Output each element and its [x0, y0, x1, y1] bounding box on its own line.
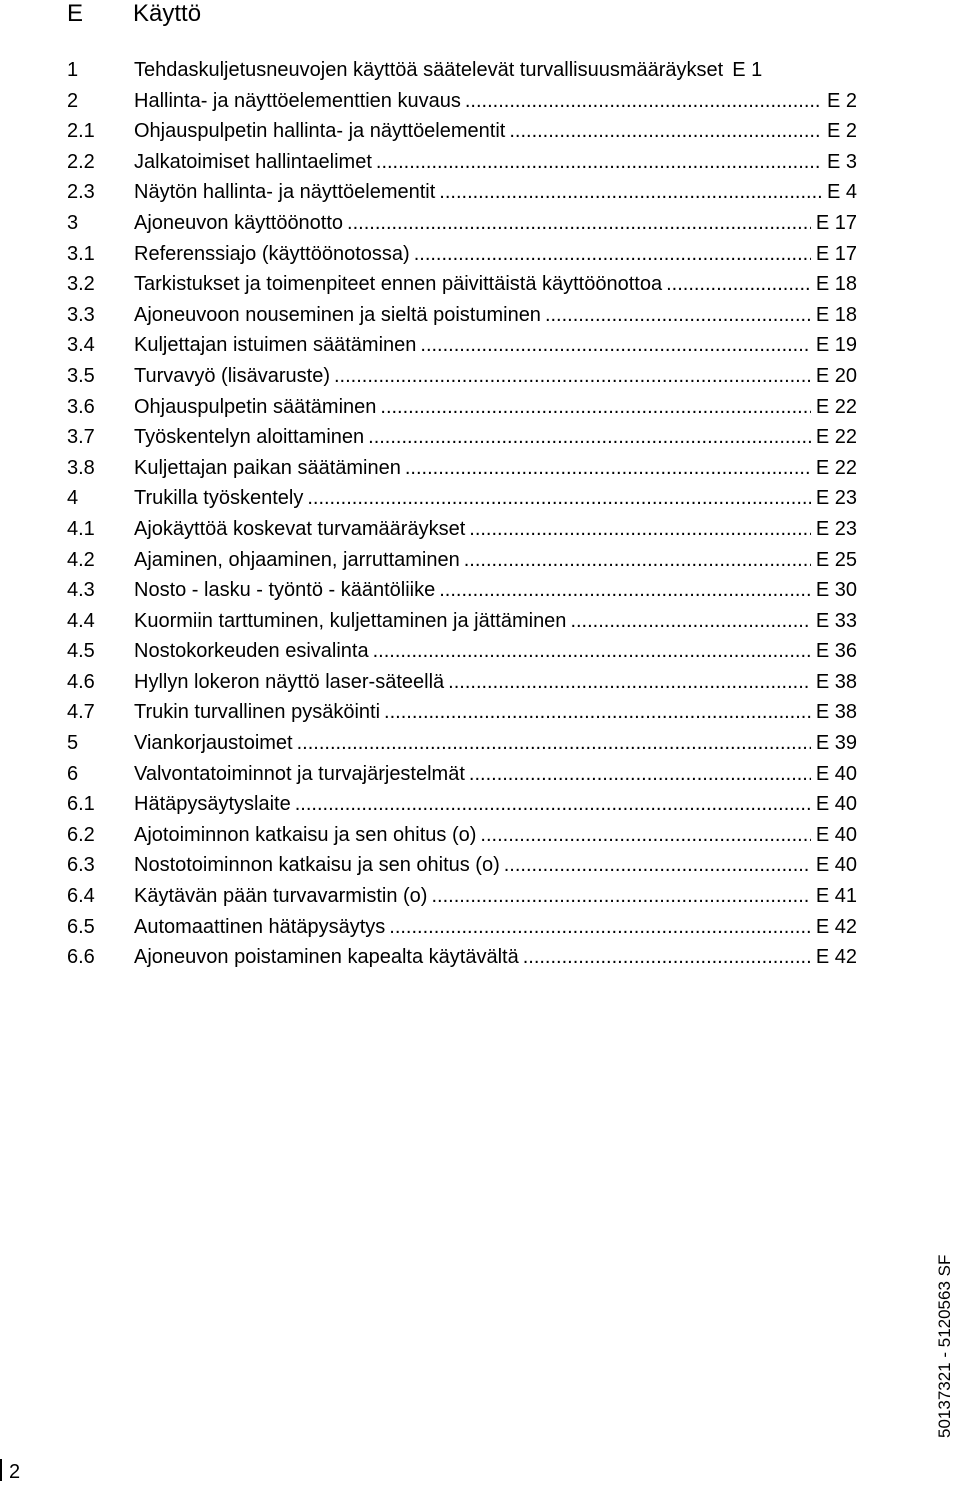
- toc-entry-body: [134, 361, 857, 392]
- toc-entry-body: [134, 759, 857, 790]
- toc-entry[interactable]: [67, 55, 857, 86]
- toc-dot-leader: [523, 942, 811, 973]
- toc-entry-body: [134, 300, 857, 331]
- toc-entry-title: Nostotoiminnon katkaisu ja sen ohitus (o): [134, 854, 500, 877]
- toc-entry-page: E 20: [815, 364, 857, 387]
- toc-entry-number: 6.3: [67, 854, 95, 877]
- toc-entry-body: [134, 269, 857, 300]
- toc-entry-number: 3.6: [67, 395, 95, 418]
- toc-entry-number: 1: [67, 59, 79, 81]
- toc-entry[interactable]: [67, 300, 857, 331]
- toc-entry-title: Hyllyn lokeron näyttö laser-säteellä: [134, 670, 445, 693]
- toc-entry-page: E 30: [815, 579, 857, 602]
- toc-entry-page: E 25: [815, 548, 857, 571]
- toc-dot-leader: [439, 177, 822, 208]
- toc-entry-title: Kuormiin tarttuminen, kuljettaminen ja jättäminen: [134, 609, 567, 632]
- toc-entry-page: E 42: [815, 946, 857, 969]
- toc-entry[interactable]: [67, 453, 857, 484]
- toc-entry-body: [134, 850, 857, 881]
- toc-entry-number: 2: [67, 89, 79, 112]
- toc-entry-page: E 17: [815, 242, 857, 265]
- toc-entry-page: E 41: [815, 885, 857, 908]
- toc-dot-leader: [504, 850, 811, 881]
- toc-entry-title: Turvavyö (lisävaruste): [134, 364, 330, 387]
- toc-entry-number: 3.1: [67, 242, 95, 265]
- toc-entry-body: [134, 392, 857, 423]
- toc-entry-number: 3: [67, 211, 79, 234]
- toc-entry-title: Kuljettajan paikan säätäminen: [134, 456, 401, 479]
- toc-entry-number: 6.4: [67, 885, 95, 908]
- toc-entry[interactable]: [67, 850, 857, 881]
- toc-entry-page: E 3: [826, 150, 857, 173]
- toc-dot-leader: [347, 208, 811, 239]
- toc-dot-leader: [307, 483, 811, 514]
- toc-entry-body: [134, 606, 857, 637]
- toc-entry-page: E 39: [815, 732, 857, 755]
- toc-entry-number: 4.6: [67, 670, 95, 693]
- toc-entry[interactable]: [67, 361, 857, 392]
- page-edge-rule: [0, 1459, 2, 1481]
- toc-dot-leader: [368, 422, 811, 453]
- toc-entry-body: [134, 422, 857, 453]
- toc-entry-number: 4.1: [67, 517, 95, 540]
- toc-entry[interactable]: [67, 239, 857, 270]
- toc-entry-number: 2.2: [67, 150, 95, 173]
- toc-entry[interactable]: [67, 912, 857, 943]
- toc-entry-page: E 38: [815, 670, 857, 693]
- toc-dot-leader: [545, 300, 811, 331]
- toc-entry-number: 6.2: [67, 823, 95, 846]
- toc-entry-number: 3.4: [67, 334, 95, 357]
- toc-entry-title: Tehdaskuljetusneuvojen käyttöä säätelevät turvallisuusmääräykset: [134, 59, 724, 81]
- toc-entry-page: E 38: [815, 701, 857, 724]
- toc-entry[interactable]: [67, 697, 857, 728]
- toc-entry[interactable]: [67, 942, 857, 973]
- toc-dot-leader: [384, 697, 811, 728]
- toc-dot-leader: [570, 606, 810, 637]
- toc-entry[interactable]: [67, 86, 857, 117]
- toc-entry-number: 6.5: [67, 915, 95, 938]
- toc-entry-number: 6.1: [67, 793, 95, 816]
- toc-dot-leader: [389, 912, 811, 943]
- toc-entry-number: 2.1: [67, 120, 95, 143]
- toc-entry-body: [134, 881, 857, 912]
- toc-entry-number: 4.7: [67, 701, 95, 724]
- toc-entry-body: [134, 330, 857, 361]
- toc-entry-title: Hallinta- ja näyttöelementtien kuvaus: [134, 89, 461, 112]
- toc-entry[interactable]: [67, 636, 857, 667]
- toc-dot-leader: [465, 86, 822, 117]
- toc-dot-leader: [439, 575, 811, 606]
- toc-entry-title: Jalkatoimiset hallintaelimet: [134, 150, 372, 173]
- toc-entry[interactable]: [67, 147, 857, 178]
- toc-entry-title: Nosto - lasku - työntö - kääntöliike: [134, 579, 436, 602]
- toc-entry[interactable]: [67, 545, 857, 576]
- toc-entry-title: Automaattinen hätäpysäytys: [134, 915, 386, 938]
- toc-entry-title: Referenssiajo (käyttöönotossa): [134, 242, 410, 265]
- toc-entry-body: [134, 55, 857, 86]
- toc-entry-title: Ajoneuvoon nouseminen ja sieltä poistuminen: [134, 303, 541, 326]
- toc-entry-title: Ajoneuvon poistaminen kapealta käytävältä: [134, 946, 519, 969]
- toc-entry-number: 3.8: [67, 456, 95, 479]
- toc-entry[interactable]: [67, 177, 857, 208]
- toc-entry-page: E 19: [815, 334, 857, 357]
- toc-entry[interactable]: [67, 575, 857, 606]
- toc-entry-title: Nostokorkeuden esivalinta: [134, 640, 369, 663]
- toc-entry-page: E 23: [815, 487, 857, 510]
- toc-dot-leader: [480, 820, 810, 851]
- toc-entry-title: Ajokäyttöä koskevat turvamääräykset: [134, 517, 466, 540]
- toc-entry-page: E 36: [815, 640, 857, 663]
- document-code: 50137321 - 5120563 SF: [935, 1254, 954, 1438]
- toc-entry-page: E 2: [826, 89, 857, 112]
- toc-entry-number: 4: [67, 487, 79, 510]
- toc-entry-number: 3.5: [67, 364, 95, 387]
- toc-entry-number: 4.3: [67, 579, 95, 602]
- toc-entry-title: Trukilla työskentely: [134, 487, 304, 510]
- toc-entry-title: Ajaminen, ohjaaminen, jarruttaminen: [134, 548, 460, 571]
- toc-entry-page: E 22: [815, 395, 857, 418]
- toc-dot-leader: [464, 545, 811, 576]
- toc-entry-number: 4.5: [67, 640, 95, 663]
- toc-entry[interactable]: [67, 881, 857, 912]
- toc-entry[interactable]: [67, 514, 857, 545]
- toc-entry-title: Viankorjaustoimet: [134, 732, 293, 755]
- toc-entry-body: [134, 728, 857, 759]
- toc-entry-number: 3.7: [67, 426, 95, 449]
- toc-dot-leader: [666, 269, 811, 300]
- toc-entry-body: [134, 453, 857, 484]
- toc-entry-body: [134, 636, 857, 667]
- toc-entry-title: Ajotoiminnon katkaisu ja sen ohitus (o): [134, 823, 477, 846]
- toc-entry-page: E 18: [815, 303, 857, 326]
- toc-dot-leader: [297, 728, 811, 759]
- toc-entry-number: 3.2: [67, 273, 95, 296]
- toc-entry[interactable]: [67, 116, 857, 147]
- toc-entry[interactable]: [67, 789, 857, 820]
- section-letter: E: [67, 0, 84, 27]
- toc-entry[interactable]: [67, 728, 857, 759]
- toc-entry-page: E 40: [815, 823, 857, 846]
- toc-entry-page: E 33: [815, 609, 857, 632]
- toc-entry-page: E 40: [815, 762, 857, 785]
- toc-entry[interactable]: [67, 330, 857, 361]
- toc-entry-page: E 1: [732, 59, 763, 81]
- toc-dot-leader: [414, 239, 811, 270]
- toc-entry-body: [134, 912, 857, 943]
- toc-entry-body: [134, 667, 857, 698]
- toc-dot-leader: [448, 667, 811, 698]
- toc-entry[interactable]: [67, 483, 857, 514]
- toc-entry-body: [134, 147, 857, 178]
- toc-entry-body: [134, 820, 857, 851]
- toc-entry-page: E 40: [815, 854, 857, 877]
- toc-entry-number: 6.6: [67, 946, 95, 969]
- toc-dot-leader: [420, 330, 810, 361]
- toc-entry-body: [134, 239, 857, 270]
- toc-entry-body: [134, 942, 857, 973]
- toc-entry-title: Valvontatoiminnot ja turvajärjestelmät: [134, 762, 465, 785]
- toc-entry-page: E 22: [815, 456, 857, 479]
- toc-entry-page: E 18: [815, 273, 857, 296]
- toc-entry[interactable]: [67, 759, 857, 790]
- toc-entry-body: [134, 514, 857, 545]
- toc-entry[interactable]: [67, 606, 857, 637]
- toc-entry-body: [134, 575, 857, 606]
- toc-entry-body: [134, 545, 857, 576]
- toc-entry-body: [134, 789, 857, 820]
- toc-entry-title: Käytävän pään turvavarmistin (o): [134, 885, 428, 908]
- toc-entry-body: [134, 86, 857, 117]
- toc-entry-number: 4.2: [67, 548, 95, 571]
- toc-entry[interactable]: [67, 269, 857, 300]
- toc-entry-title: Näytön hallinta- ja näyttöelementit: [134, 181, 436, 204]
- toc-entry[interactable]: [67, 667, 857, 698]
- toc-entry-title: Trukin turvallinen pysäköinti: [134, 701, 381, 724]
- toc-dot-leader: [469, 759, 811, 790]
- toc-entry[interactable]: [67, 820, 857, 851]
- toc-dot-leader: [405, 453, 811, 484]
- toc-entry-number: 2.3: [67, 181, 95, 204]
- toc-entry[interactable]: [67, 422, 857, 453]
- toc-entry-number: 6: [67, 762, 79, 785]
- toc-entry-number: 3.3: [67, 303, 95, 326]
- toc-entry-number: 4.4: [67, 609, 95, 632]
- toc-entry-page: E 22: [815, 426, 857, 449]
- toc-entry-title: Ajoneuvon käyttöönotto: [134, 211, 344, 234]
- toc-entry-body: [134, 483, 857, 514]
- toc-dot-leader: [469, 514, 811, 545]
- section-title: Käyttö: [133, 0, 202, 27]
- toc-entry-title: Työskentelyn aloittaminen: [134, 426, 365, 449]
- toc-entry-page: E 17: [815, 211, 857, 234]
- toc-entry-title: Ohjauspulpetin hallinta- ja näyttöelementit: [134, 120, 506, 143]
- table-of-contents: [67, 55, 857, 973]
- toc-entry-title: Ohjauspulpetin säätäminen: [134, 395, 377, 418]
- page-number: 2: [9, 1461, 21, 1483]
- toc-entry-page: E 23: [815, 517, 857, 540]
- toc-entry[interactable]: [67, 392, 857, 423]
- toc-dot-leader: [376, 147, 822, 178]
- toc-entry-page: E 2: [826, 120, 857, 143]
- toc-dot-leader: [295, 789, 811, 820]
- toc-entry-page: E 42: [815, 915, 857, 938]
- toc-entry-page: E 40: [815, 793, 857, 816]
- toc-dot-leader: [373, 636, 811, 667]
- toc-dot-leader: [334, 361, 811, 392]
- toc-dot-leader: [509, 116, 822, 147]
- toc-entry-number: 5: [67, 732, 79, 755]
- toc-entry-title: Kuljettajan istuimen säätäminen: [134, 334, 417, 357]
- toc-entry-body: [134, 697, 857, 728]
- toc-entry-title: Tarkistukset ja toimenpiteet ennen päivittäistä käyttöönottoa: [134, 273, 663, 296]
- toc-entry-body: [134, 116, 857, 147]
- toc-entry-body: [134, 208, 857, 239]
- toc-dot-leader: [380, 392, 810, 423]
- toc-entry-page: E 4: [826, 181, 857, 204]
- toc-entry[interactable]: [67, 208, 857, 239]
- toc-entry-body: [134, 177, 857, 208]
- toc-entry-title: Hätäpysäytyslaite: [134, 793, 291, 816]
- toc-dot-leader: [431, 881, 810, 912]
